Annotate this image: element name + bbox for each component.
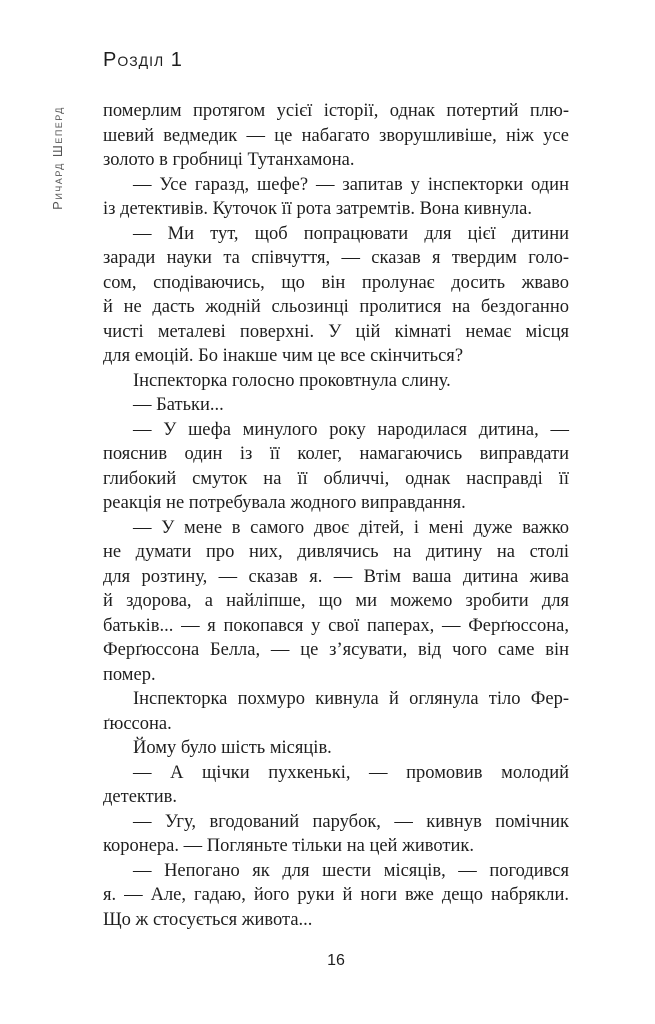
- text-line: сом, сподіваючись, що він пролунає досить жваво: [103, 272, 569, 293]
- text-line: померлим протягом усієї історії, однак потертий плю-: [103, 101, 569, 121]
- text-line: — У шефа минулого року народилася дитина, —: [133, 419, 569, 440]
- text-line: батьків... — я покопався у свої паперах, — Ферґюссона,: [103, 615, 569, 636]
- body-text: [103, 99, 569, 932]
- text-line: детектив.: [103, 787, 178, 807]
- chapter-heading: Розділ 1: [103, 49, 183, 71]
- paragraph: [103, 859, 569, 933]
- text-line: й здорова, а найліпше, що ми можемо зробити для: [103, 591, 569, 611]
- text-line: — У мене в самого двоє дітей, і мені дуже важко: [133, 517, 569, 538]
- text-line: й не дасть жодній сльозинці пролитися на бездоганно: [103, 297, 569, 317]
- text-line: із детективів. Куточок її рота затремтів. Вона кивнула.: [103, 199, 532, 219]
- text-line: — Усе гаразд, шефе? — запитав у інспекторки один: [133, 174, 569, 195]
- text-line: я. — Але, гадаю, його руки й ноги вже дещо набрякли.: [103, 885, 569, 905]
- paragraph: [103, 736, 569, 761]
- paragraph: [103, 418, 569, 516]
- author-sidebar-label: Ричард Шеперд: [50, 106, 65, 210]
- text-line: помер.: [103, 664, 156, 685]
- text-line: — Батьки...: [133, 395, 224, 415]
- text-line: не думати про них, дивлячись на дитину на столі: [103, 542, 569, 562]
- text-line: реакція не потребувала жодного виправдання.: [103, 493, 466, 513]
- text-line: Що ж стосується живота...: [103, 909, 313, 930]
- text-line: шевий ведмедик — це набагато зворушливіше, ніж усе: [103, 125, 569, 146]
- paragraph: [103, 687, 569, 736]
- page-number: 16: [327, 952, 345, 969]
- paragraph: [103, 369, 569, 394]
- text-line: глибокий смуток на її обличчі, однак насправді її: [103, 468, 569, 489]
- paragraph: [103, 761, 569, 810]
- text-line: коронера. — Погляньте тільки на цей животик.: [103, 836, 474, 856]
- text-line: ґюссона.: [103, 713, 172, 734]
- text-line: чисті металеві поверхні. У цій кімнаті немає місця: [103, 321, 569, 342]
- text-line: Інспекторка голосно проковтнула слину.: [133, 370, 451, 391]
- text-line: заради науки та співчуття, — сказав я твердим голо-: [103, 248, 569, 268]
- paragraph: [103, 810, 569, 859]
- text-line: для розтину, — сказав я. — Втім ваша дитина жива: [103, 566, 569, 587]
- text-line: — А щічки пухкенькі, — промовив молодий: [133, 762, 569, 783]
- paragraph: [103, 173, 569, 222]
- text-line: пояснив один із її колег, намагаючись виправдати: [103, 444, 569, 464]
- text-line: Інспекторка похмуро кивнула й оглянула тіло Фер-: [133, 689, 569, 709]
- text-line: для емоцій. Бо інакше чим це все скінчиться?: [103, 346, 464, 366]
- text-line: Ферґюссона Белла, — це з’ясувати, від чого саме він: [103, 640, 569, 660]
- paragraph: [103, 222, 569, 369]
- text-line: — Непогано як для шести місяців, — погодився: [133, 860, 569, 881]
- paragraph: [103, 516, 569, 688]
- text-line: — Ми тут, щоб попрацювати для цієї дитини: [133, 223, 569, 244]
- text-line: — Угу, вгодований парубок, — кивнув помічник: [133, 811, 569, 832]
- paragraph: [103, 393, 569, 418]
- text-line: Йому було шість місяців.: [133, 738, 332, 758]
- paragraph: [103, 99, 569, 173]
- text-line: золото в гробниці Тутанхамона.: [103, 150, 355, 170]
